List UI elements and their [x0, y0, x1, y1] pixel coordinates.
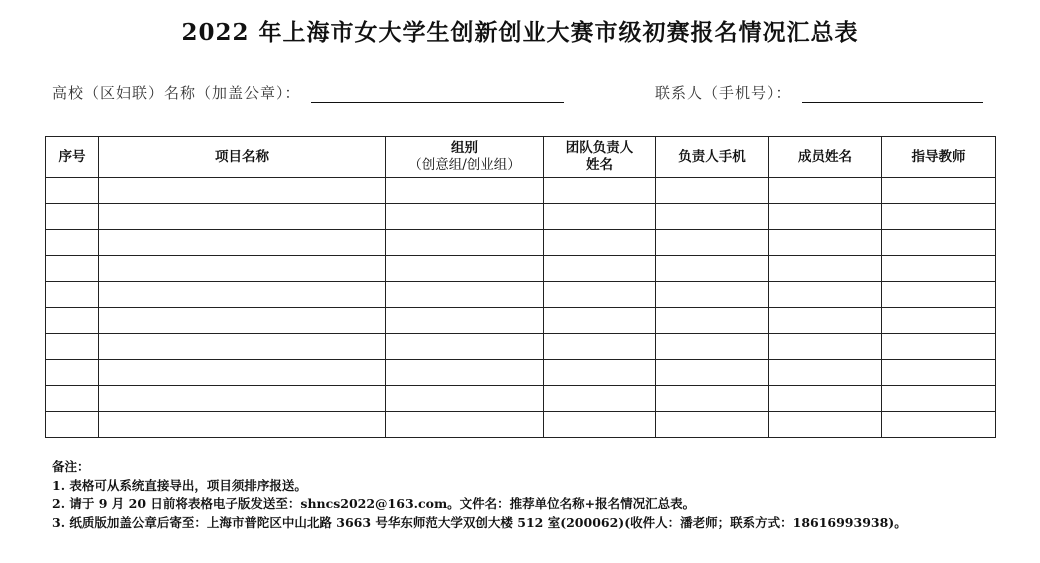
table-cell[interactable]	[386, 308, 544, 334]
notes-heading: 备注：	[52, 459, 90, 474]
table-cell[interactable]	[99, 282, 386, 308]
table-cell[interactable]	[46, 386, 99, 412]
table-cell[interactable]	[386, 360, 544, 386]
table-cell[interactable]	[769, 230, 882, 256]
table-cell[interactable]	[544, 230, 656, 256]
contact-label: 联系人（手机号）：	[655, 84, 792, 102]
table-cell[interactable]	[656, 230, 769, 256]
table-row	[46, 282, 996, 308]
table-cell[interactable]	[46, 256, 99, 282]
note-item-2: 2. 请于 9 月 20 日前将表格电子版发送至：shncs2022@163.com。文件名：推荐单位名称+报名情况汇总表。	[52, 496, 696, 511]
table-row	[46, 308, 996, 334]
table-cell[interactable]	[386, 334, 544, 360]
table-cell[interactable]	[544, 256, 656, 282]
page-title: 2022 年上海市女大学生创新创业大赛市级初赛报名情况汇总表	[181, 19, 859, 46]
header-members: 成员姓名	[769, 137, 882, 178]
table-cell[interactable]	[386, 230, 544, 256]
header-row	[46, 137, 996, 178]
table-row	[46, 334, 996, 360]
header-project: 项目名称	[99, 137, 386, 178]
header-seq: 序号	[46, 137, 99, 178]
table-cell[interactable]	[544, 178, 656, 204]
table-cell[interactable]	[882, 256, 996, 282]
table-cell[interactable]	[769, 308, 882, 334]
table-cell[interactable]	[99, 256, 386, 282]
header-group-sub: （创意组/创业组）	[408, 157, 521, 173]
table-cell[interactable]	[656, 256, 769, 282]
table-cell[interactable]	[99, 204, 386, 230]
table-row	[46, 178, 996, 204]
table-cell[interactable]	[769, 178, 882, 204]
table-cell[interactable]	[882, 178, 996, 204]
table-cell[interactable]	[544, 204, 656, 230]
table-cell[interactable]	[46, 230, 99, 256]
table-cell[interactable]	[544, 282, 656, 308]
header-group-main: 组别	[451, 140, 478, 156]
table-cell[interactable]	[882, 282, 996, 308]
table-cell[interactable]	[769, 282, 882, 308]
table-cell[interactable]	[544, 308, 656, 334]
school-input-line[interactable]	[311, 84, 564, 103]
table-cell[interactable]	[882, 308, 996, 334]
table-cell[interactable]	[656, 360, 769, 386]
table-cell[interactable]	[656, 334, 769, 360]
table-cell[interactable]	[544, 412, 656, 438]
table-cell[interactable]	[99, 230, 386, 256]
table-cell[interactable]	[99, 360, 386, 386]
table-row	[46, 256, 996, 282]
table-cell[interactable]	[99, 178, 386, 204]
table-row	[46, 360, 996, 386]
table-cell[interactable]	[46, 308, 99, 334]
table-cell[interactable]	[656, 282, 769, 308]
header-phone: 负责人手机	[656, 137, 769, 178]
table-cell[interactable]	[769, 204, 882, 230]
table-cell[interactable]	[544, 334, 656, 360]
table-cell[interactable]	[46, 178, 99, 204]
table-cell[interactable]	[544, 360, 656, 386]
table-cell[interactable]	[386, 178, 544, 204]
header-teacher: 指导教师	[882, 137, 996, 178]
table-cell[interactable]	[882, 204, 996, 230]
table-cell[interactable]	[99, 334, 386, 360]
note-item-3: 3. 纸质版加盖公章后寄至：上海市普陀区中山北路 3663 号华东师范大学双创大楼 512 室(200062)(收件人：潘老师；联系方式：18616993938)。	[52, 514, 907, 530]
table-cell[interactable]	[769, 334, 882, 360]
table-cell[interactable]	[769, 256, 882, 282]
table-cell[interactable]	[46, 282, 99, 308]
table-cell[interactable]	[656, 178, 769, 204]
registration-table	[45, 136, 996, 438]
table-cell[interactable]	[656, 204, 769, 230]
table-body	[46, 178, 996, 438]
table-cell[interactable]	[386, 386, 544, 412]
table-cell[interactable]	[386, 282, 544, 308]
contact-field	[655, 82, 983, 103]
table-cell[interactable]	[656, 386, 769, 412]
table-cell[interactable]	[99, 308, 386, 334]
table-cell[interactable]	[386, 412, 544, 438]
note-item-1: 1. 表格可从系统直接导出，项目须排序报送。	[52, 477, 307, 493]
table-cell[interactable]	[656, 308, 769, 334]
table-row	[46, 412, 996, 438]
table-cell[interactable]	[882, 360, 996, 386]
table-row	[46, 230, 996, 256]
notes-section	[52, 458, 907, 532]
header-group	[386, 137, 544, 178]
table-cell[interactable]	[46, 412, 99, 438]
table-cell[interactable]	[99, 386, 386, 412]
school-label: 高校（区妇联）名称（加盖公章）：	[52, 84, 301, 102]
header-leader-line1: 团队负责人	[565, 140, 634, 156]
table-cell[interactable]	[882, 334, 996, 360]
table-cell[interactable]	[544, 386, 656, 412]
table-cell[interactable]	[656, 412, 769, 438]
table-cell[interactable]	[99, 412, 386, 438]
table-cell[interactable]	[769, 386, 882, 412]
table-cell[interactable]	[882, 230, 996, 256]
table-cell[interactable]	[46, 334, 99, 360]
table-cell[interactable]	[386, 256, 544, 282]
header-leader	[544, 137, 656, 178]
table-cell[interactable]	[769, 360, 882, 386]
table-cell[interactable]	[386, 204, 544, 230]
table-cell[interactable]	[46, 360, 99, 386]
header-leader-line2: 姓名	[586, 157, 613, 173]
table-row	[46, 386, 996, 412]
table-cell[interactable]	[769, 412, 882, 438]
table-row	[46, 204, 996, 230]
table-cell[interactable]	[882, 412, 996, 438]
table-cell[interactable]	[882, 386, 996, 412]
table-cell[interactable]	[46, 204, 99, 230]
school-field	[52, 82, 564, 103]
contact-input-line[interactable]	[802, 84, 983, 103]
